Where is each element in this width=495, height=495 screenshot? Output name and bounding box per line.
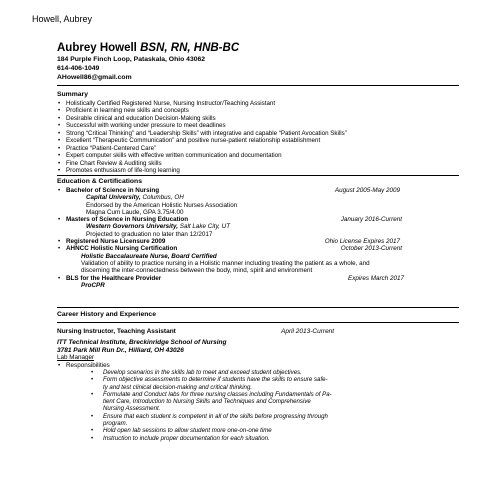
- list-item: • Promotes enthusiasm of life-long learning: [57, 167, 462, 174]
- responsibilities-list: [57, 369, 462, 442]
- entry-note: Validation of ability to practice nursing in a Holistic manner including treating the patient as a whole, and: [81, 259, 370, 267]
- list-item: • Desirable clinical and education Decision-Making skills: [57, 115, 462, 122]
- page-header-name: Howell, Aubrey: [32, 14, 93, 24]
- list-item: ty and test clinical decision-making and critical thinking.: [103, 383, 253, 391]
- credentials: BSN, RN, HNB-BC: [140, 42, 240, 54]
- entry-date: Expires March 2017: [348, 274, 404, 282]
- education-entry: [57, 187, 462, 216]
- entry-date: October 2013-Current: [340, 245, 402, 253]
- entry-note: Endorsed by the American Holistic Nurses Association: [86, 201, 238, 209]
- list-item: • Hold open lab sessions to allow student more one-on-one time: [57, 427, 462, 434]
- summary-list: [57, 100, 462, 175]
- entry-location: Columbus, OH: [142, 194, 184, 202]
- employer: ITT Technical Institute, Breckinridge School of Nursing: [57, 339, 227, 346]
- education-entry: [57, 238, 462, 245]
- entry-note: Projected to graduation no later than 12/2017: [86, 230, 213, 238]
- list-item: • Formulate and Conduct labs for three nursing classes including Fundamentals of Pa-: [57, 391, 462, 398]
- list-item: • Instruction to include proper documentation for each situation.: [57, 435, 462, 442]
- entry-date: August 2005-May 2009: [334, 187, 400, 194]
- education-title: Education & Certifications: [57, 178, 142, 185]
- list-item: program.: [103, 420, 128, 428]
- list-item: • Holistically Certified Registered Nurse, Nursing Instructor/Teaching Assistant: [57, 100, 462, 107]
- summary-title: Summary: [57, 91, 88, 98]
- phone-line: 614-406-1049: [57, 65, 100, 72]
- entry-note: discerning the inter-connectedness between the body, mind, spirit and environment: [81, 267, 313, 275]
- entry-title: Registered Nurse Licensure 2009: [66, 238, 166, 246]
- employer-address: 3781 Park Mill Run Dr., Hilliard, OH 43026: [57, 346, 184, 354]
- career-title: Career History and Experience: [57, 311, 156, 318]
- divider: [57, 175, 459, 176]
- list-item: • Form objective assessments to determine if students have the skills to ensure safe-: [57, 376, 462, 383]
- name-line: [57, 42, 457, 55]
- list-item: • Develop scenarios in the skills lab to meet and exceed student objectives.: [57, 369, 462, 376]
- resume-header: [57, 42, 457, 82]
- list-item: • Ensure that each student is competent in all of the skills before progressing through: [57, 413, 462, 420]
- list-item: tient Care, Introduction to Nursing Skills and Techniques and Comprehensive: [103, 398, 311, 406]
- education-entry: [57, 216, 462, 238]
- job-title: Nursing Instructor, Teaching Assistant: [57, 328, 176, 335]
- divider: [57, 307, 459, 308]
- responsibilities-label: • Responsibilities: [57, 362, 462, 369]
- full-name: Aubrey Howell: [57, 42, 137, 54]
- list-item: • Proficient in learning new skills and concepts: [57, 107, 462, 114]
- address-line: 184 Purple Finch Loop, Pataskala, Ohio 43062: [57, 56, 206, 63]
- divider: [57, 322, 459, 323]
- education-entry: [57, 245, 462, 274]
- entry-title: AHNCC Holistic Nursing Certification: [66, 245, 178, 253]
- role-title: Lab Manager: [57, 354, 95, 362]
- entry-title: Masters of Science in Nursing Education: [66, 216, 189, 224]
- divider: [57, 85, 459, 86]
- entry-location: Salt Lake City, UT: [179, 223, 231, 231]
- list-item: • Practice “Patient-Centered Care”: [57, 145, 462, 152]
- entry-title: BLS for the Healthcare Provider: [66, 274, 162, 282]
- list-item: • Fine Chart Review & Auditing skills: [57, 160, 462, 167]
- entry-title: Bachelor of Science in Nursing: [66, 187, 160, 194]
- entry-school: Capital University,: [86, 194, 141, 202]
- entry-date: Ohio License Expires 2017: [324, 238, 400, 246]
- list-item: • Strong “Critical Thinking” and “Leadership Skills” with integrative and capable “Patient Avocation Skills”: [57, 130, 462, 137]
- career-section: [57, 328, 462, 442]
- list-item: • Expert computer skills with effective written communication and documentation: [57, 152, 462, 159]
- entry-subtitle: ProCPR: [81, 281, 105, 289]
- job-date: April 2013-Current: [281, 328, 335, 335]
- entry-date: January 2016-Current: [340, 216, 402, 224]
- list-item: Nursing Assessment.: [103, 405, 161, 413]
- email-line: AHowell86@gmail.com: [57, 74, 132, 81]
- list-item: • Excellent “Therapeutic Communication” and positive nurse-patient relationship establishment: [57, 137, 462, 144]
- entry-subtitle: Holistic Baccalaureate Nurse, Board Certified: [81, 252, 217, 260]
- entry-school: Western Governors University,: [86, 223, 179, 231]
- entry-note: Magna Cum Laude, GPA 3.75/4.00: [86, 208, 184, 216]
- education-entry: [57, 275, 462, 290]
- list-item: • Successful with working under pressure to meet deadlines: [57, 122, 462, 129]
- education-list: [57, 187, 462, 289]
